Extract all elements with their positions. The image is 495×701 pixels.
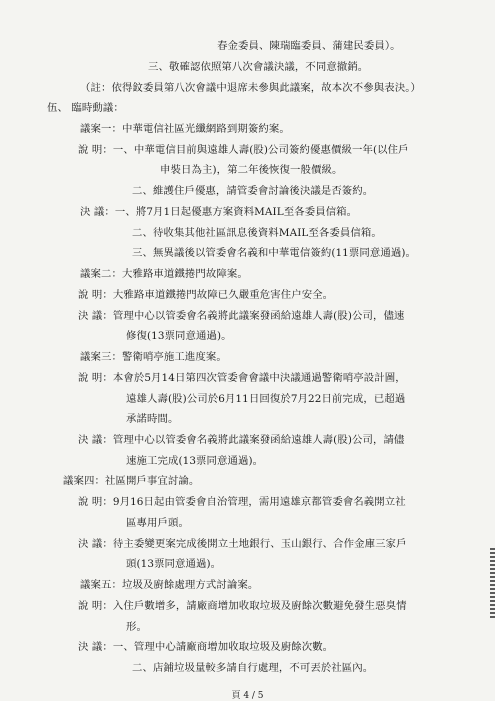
text-line: 區專用戶頭。	[126, 516, 189, 529]
text-line: 形。	[126, 620, 147, 633]
text-line: 頭(13票同意通過)。	[126, 558, 222, 571]
text-line: 說 明：一、中華電信目前與遠雄人壽(股)公司簽約優惠價級一年(以住戶	[78, 143, 409, 156]
scan-edge-mark	[490, 548, 495, 618]
text-line: 春金委員、陳瑞臨委員、蒲建民委員）。	[217, 40, 401, 52]
text-line: 說 明：本會於5月14日第四次管委會會議中決議通過警衛哨亭設計圖，	[78, 371, 406, 384]
text-line: 二、店鋪垃圾量較多請自行處理，不可丟於社區內。	[132, 662, 374, 674]
text-line: 說 明：9月16日起由管委會自治管理，需用遠雄京都管委會名義開立社	[78, 496, 406, 509]
text-line: 決 議：待主委變更案完成後開立土地銀行、玉山銀行、合作金庫三家戶	[78, 537, 407, 550]
text-line: 申裝日為主)，第二年後恢復一般價級。	[160, 164, 343, 177]
text-line: 議案四：社區開戶事宜討論。	[63, 475, 200, 488]
text-line: 議案三：警衛哨亭施工進度案。	[80, 351, 227, 363]
text-line: 二、維護住戶優惠，請管委會討論後決議是否簽約。	[132, 185, 374, 198]
text-line: 三、敬確認依照第八次會議決議，不同意撤銷。	[148, 60, 369, 73]
text-line: 速施工完成(13票同意通過)。	[126, 454, 264, 467]
text-line: 伍、 臨時動議：	[47, 102, 124, 115]
text-line: 議案五：垃圾及廚餘處理方式討論案。	[80, 579, 259, 592]
text-line: 遠雄人壽(股)公司於6月11日回復於7月22日前完成，已超過	[126, 392, 406, 405]
text-line: （註：依得鈫委員第八次會議中退席未參與此議案，故本次不參與表決。）	[80, 81, 421, 94]
text-line: 二、待收集其他社區訊息後資料MAIL至各委員信箱。	[132, 226, 382, 239]
text-line: 議案二：大雅路車道鐵捲門故障案。	[80, 268, 248, 281]
text-line: 修復(13票同意通過)。	[126, 330, 232, 343]
text-line: 承諾時間。	[126, 413, 179, 426]
text-line: 決 議：管理中心以管委會名義將此議案發函給遠雄人壽(股)公司，請儘	[78, 433, 405, 446]
page-number: 頁 4 / 5	[231, 691, 264, 701]
text-line: 說 明：大雅路車道鐵捲門故障已久嚴重危害住户安全。	[78, 288, 334, 301]
text-line: 議案一：中華電信社區光纖網路到期簽約案。	[80, 122, 290, 135]
text-line: 決 議：管理中心以管委會名義將此議案發函給遠雄人壽(股)公司，儘速	[78, 309, 405, 322]
text-line: 決 議：一、管理中心請廠商增加收取垃圾及廚餘次數。	[78, 641, 334, 654]
text-line: 說 明：入住戶數增多，請廠商增加收取垃圾及廚餘次數避免發生惡臭情	[78, 599, 407, 612]
text-line: 決 議：一、將7月1日起優惠方案資料MAIL至各委員信箱。	[80, 205, 358, 218]
text-line: 三、無異議後以管委會名義和中華電信簽約(11票同意通過)。	[132, 247, 416, 260]
